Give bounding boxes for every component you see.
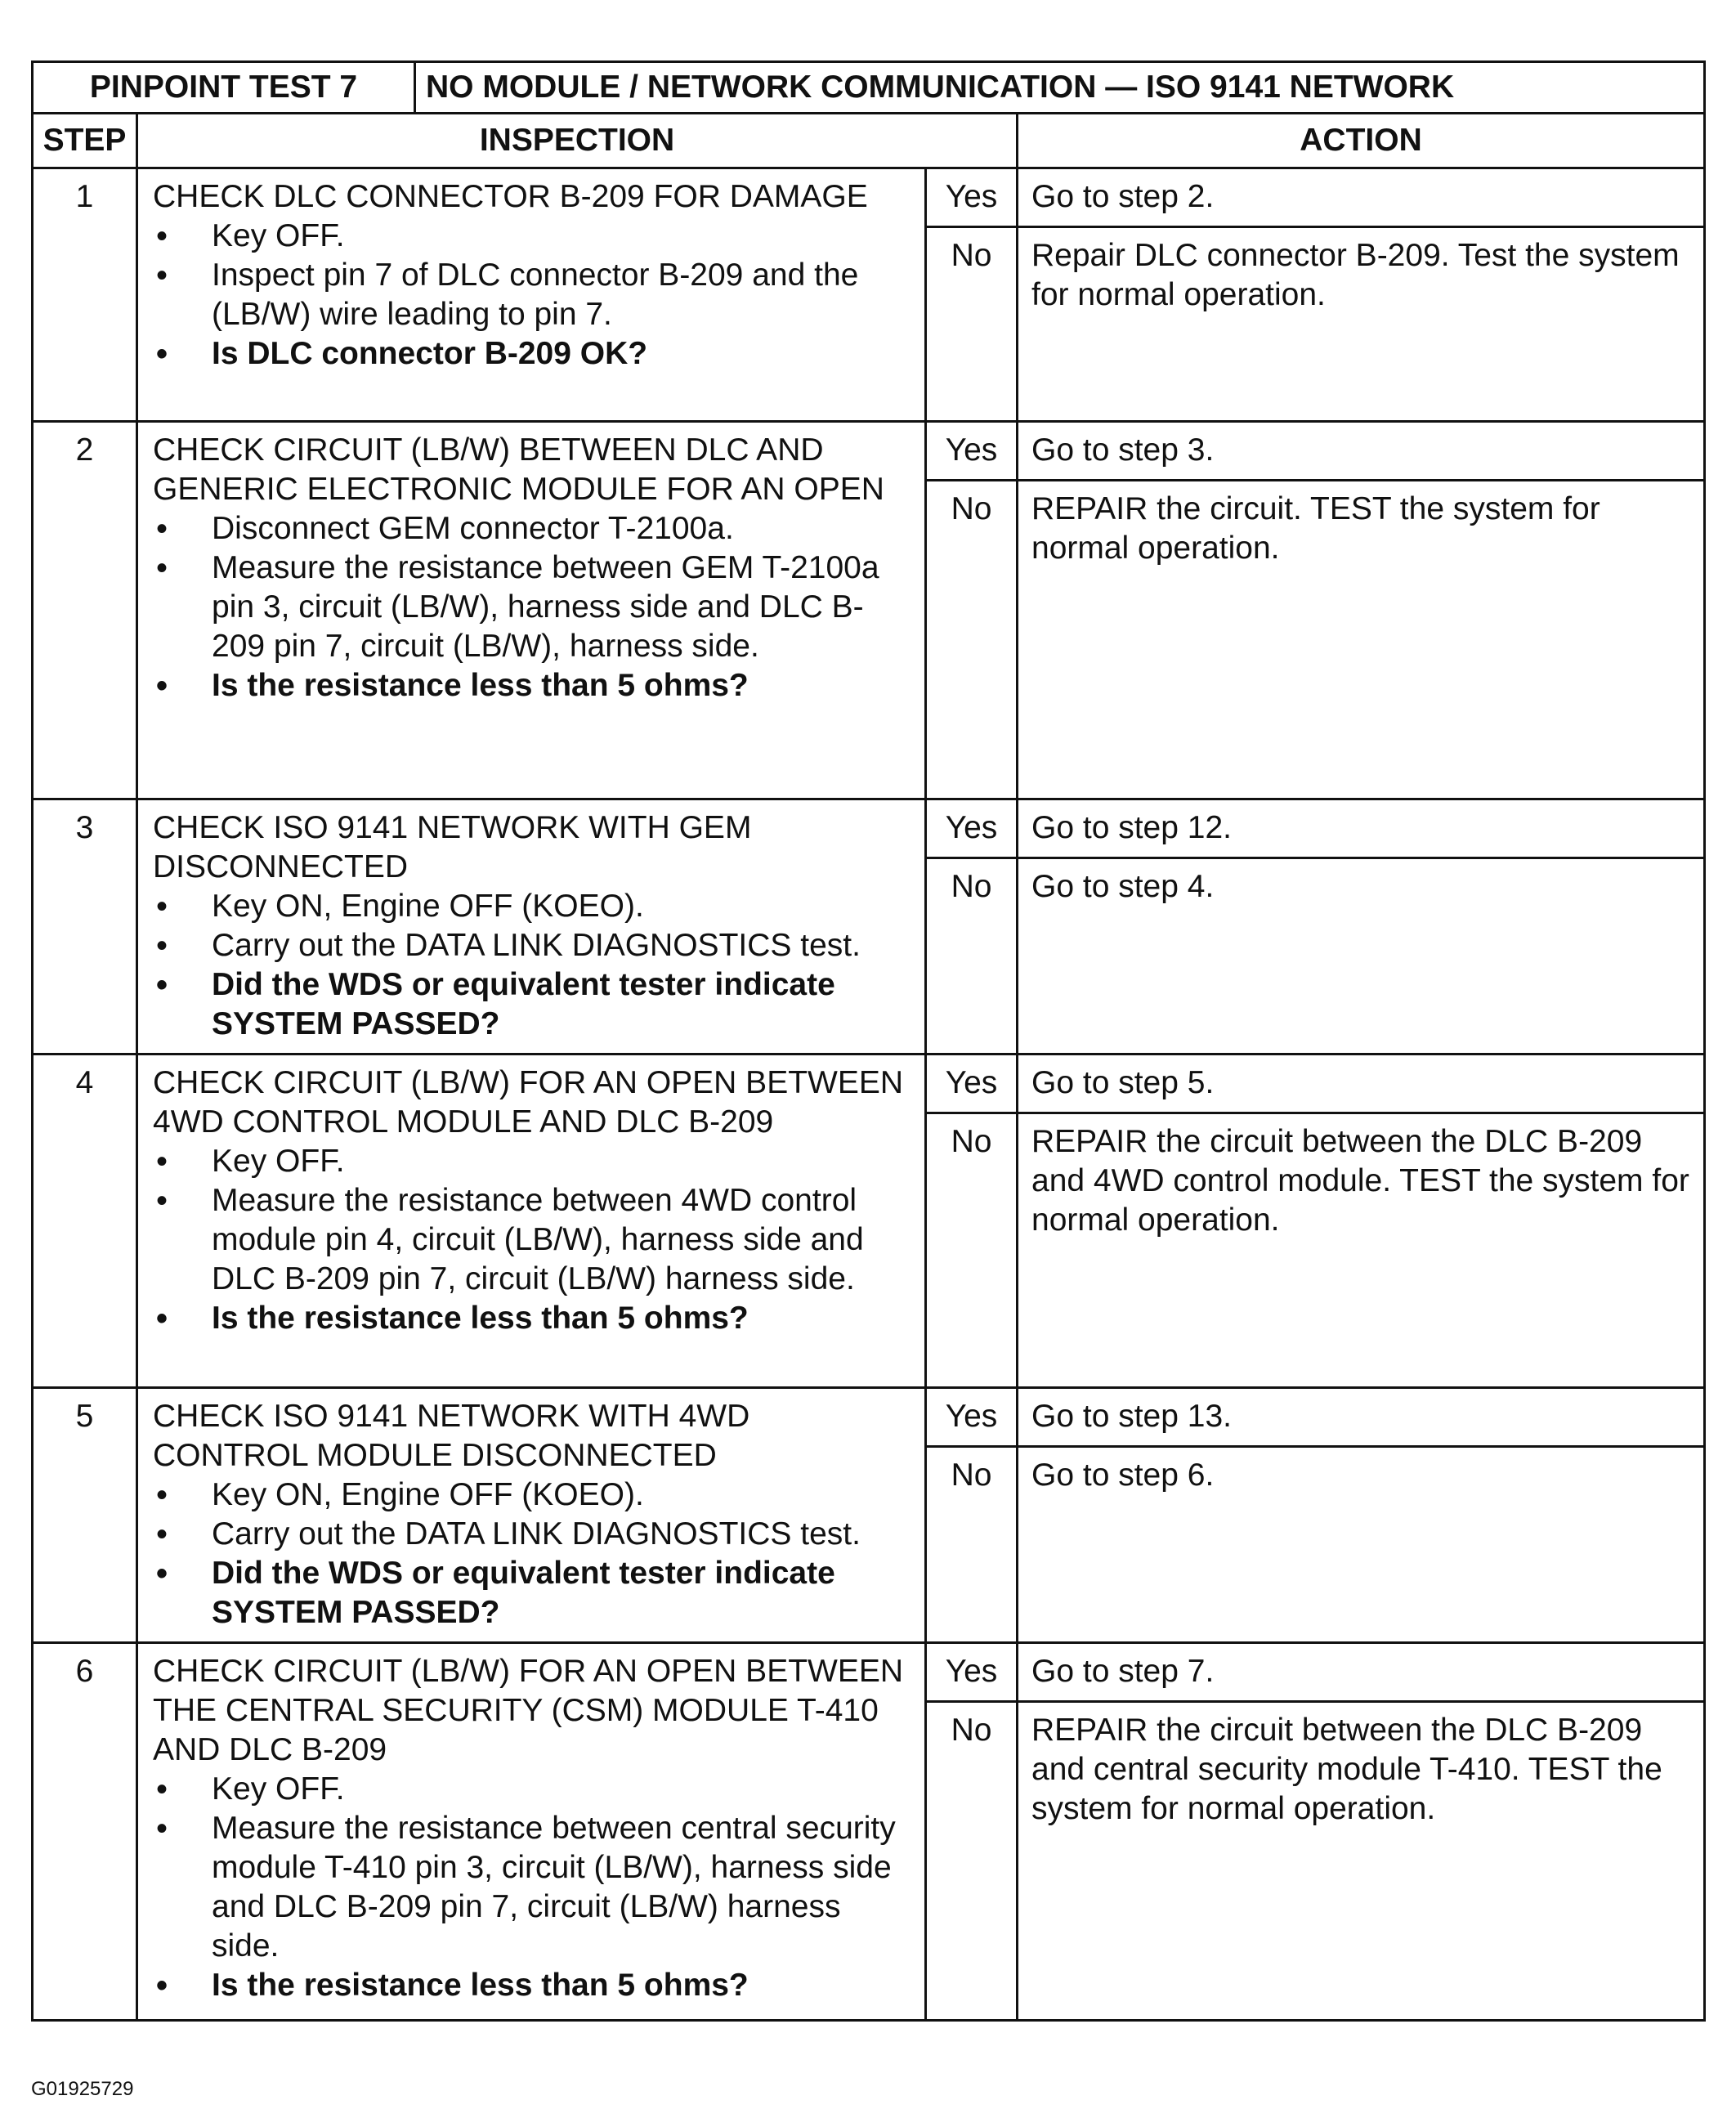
column-header-action: ACTION xyxy=(1018,114,1705,168)
step-row xyxy=(33,168,1705,227)
step-title: CHECK ISO 9141 NETWORK WITH 4WD CONTROL MODULE DISCONNECTED xyxy=(153,1399,750,1473)
pinpoint-test-table xyxy=(31,60,1706,2022)
step-bullet: • Carry out the DATA LINK DIAGNOSTICS test. xyxy=(153,1515,913,1554)
step-title: CHECK DLC CONNECTOR B-209 FOR DAMAGE xyxy=(153,179,868,214)
step-bullet: • Measure the resistance between 4WD control module pin 4, circuit (LB/W), harness side and DLC B-209 pin 7, circuit (LB/W) harness side. xyxy=(153,1181,913,1299)
inspection-cell xyxy=(137,1643,926,2021)
step-row xyxy=(33,1643,1705,1702)
no-action: REPAIR the circuit between the DLC B-209 and central security module T-410. TEST the system for normal operation. xyxy=(1018,1702,1705,2021)
step-row xyxy=(33,799,1705,858)
step-bullets xyxy=(153,509,913,705)
step-bullet: • Key OFF. xyxy=(153,217,913,256)
column-header-row xyxy=(33,114,1705,168)
step-bullets xyxy=(153,1770,913,2005)
yes-label: Yes xyxy=(926,1388,1018,1447)
no-label: No xyxy=(926,1113,1018,1388)
step-row xyxy=(33,1388,1705,1447)
no-label: No xyxy=(926,858,1018,1055)
step-title: CHECK CIRCUIT (LB/W) BETWEEN DLC AND GENERIC ELECTRONIC MODULE FOR AN OPEN xyxy=(153,432,884,507)
step-bullet: • Key ON, Engine OFF (KOEO). xyxy=(153,887,913,926)
no-label: No xyxy=(926,1447,1018,1643)
step-bullets xyxy=(153,1475,913,1632)
step-number: 1 xyxy=(33,168,137,422)
yes-label: Yes xyxy=(926,1055,1018,1113)
yes-label: Yes xyxy=(926,799,1018,858)
inspection-cell xyxy=(137,168,926,422)
step-number: 5 xyxy=(33,1388,137,1643)
yes-action: Go to step 3. xyxy=(1018,422,1705,481)
step-row xyxy=(33,422,1705,481)
step-bullet: • Key ON, Engine OFF (KOEO). xyxy=(153,1475,913,1515)
step-number: 2 xyxy=(33,422,137,799)
step-question: • Is the resistance less than 5 ohms? xyxy=(153,1966,913,2005)
yes-action: Go to step 2. xyxy=(1018,168,1705,227)
step-bullet: • Measure the resistance between GEM T-2100a pin 3, circuit (LB/W), harness side and DLC B-209 pin 7, circuit (LB/W), harness side. xyxy=(153,549,913,666)
step-row xyxy=(33,1055,1705,1113)
no-label: No xyxy=(926,1702,1018,2021)
step-question: • Did the WDS or equivalent tester indicate SYSTEM PASSED? xyxy=(153,1554,913,1632)
step-title: CHECK CIRCUIT (LB/W) FOR AN OPEN BETWEEN THE CENTRAL SECURITY (CSM) MODULE T-410 AND DLC B-209 xyxy=(153,1654,904,1767)
no-action: Go to step 6. xyxy=(1018,1447,1705,1643)
inspection-cell xyxy=(137,1055,926,1388)
yes-action: Go to step 7. xyxy=(1018,1643,1705,1702)
inspection-cell xyxy=(137,1388,926,1643)
no-label: No xyxy=(926,227,1018,422)
step-question: • Is DLC connector B-209 OK? xyxy=(153,334,913,374)
step-number: 3 xyxy=(33,799,137,1055)
column-header-step: STEP xyxy=(33,114,137,168)
step-number: 6 xyxy=(33,1643,137,2021)
step-bullet: • Inspect pin 7 of DLC connector B-209 and the (LB/W) wire leading to pin 7. xyxy=(153,256,913,334)
yes-action: Go to step 12. xyxy=(1018,799,1705,858)
step-number: 4 xyxy=(33,1055,137,1388)
column-header-inspection: INSPECTION xyxy=(137,114,1018,168)
figure-id: G01925729 xyxy=(31,2078,134,2100)
step-question: • Did the WDS or equivalent tester indicate SYSTEM PASSED? xyxy=(153,965,913,1044)
step-bullet: • Measure the resistance between central security module T-410 pin 3, circuit (LB/W), harness side and DLC B-209 pin 7, circuit (LB/W) harness side. xyxy=(153,1809,913,1966)
inspection-cell xyxy=(137,799,926,1055)
step-bullets xyxy=(153,1142,913,1338)
no-action: Go to step 4. xyxy=(1018,858,1705,1055)
step-bullet: • Disconnect GEM connector T-2100a. xyxy=(153,509,913,549)
no-label: No xyxy=(926,481,1018,799)
step-question: • Is the resistance less than 5 ohms? xyxy=(153,666,913,705)
yes-action: Go to step 13. xyxy=(1018,1388,1705,1447)
yes-label: Yes xyxy=(926,1643,1018,1702)
step-question: • Is the resistance less than 5 ohms? xyxy=(153,1299,913,1338)
test-label: PINPOINT TEST 7 xyxy=(33,62,415,114)
step-bullet: • Key OFF. xyxy=(153,1770,913,1809)
step-bullet: • Carry out the DATA LINK DIAGNOSTICS test. xyxy=(153,926,913,965)
no-action: REPAIR the circuit. TEST the system for normal operation. xyxy=(1018,481,1705,799)
no-action: Repair DLC connector B-209. Test the system for normal operation. xyxy=(1018,227,1705,422)
yes-label: Yes xyxy=(926,422,1018,481)
step-title: CHECK ISO 9141 NETWORK WITH GEM DISCONNECTED xyxy=(153,810,752,884)
test-title: NO MODULE / NETWORK COMMUNICATION — ISO 9141 NETWORK xyxy=(415,62,1705,114)
no-action: REPAIR the circuit between the DLC B-209 and 4WD control module. TEST the system for normal operation. xyxy=(1018,1113,1705,1388)
step-bullets xyxy=(153,217,913,374)
step-bullets xyxy=(153,887,913,1044)
title-row xyxy=(33,62,1705,114)
yes-label: Yes xyxy=(926,168,1018,227)
inspection-cell xyxy=(137,422,926,799)
yes-action: Go to step 5. xyxy=(1018,1055,1705,1113)
step-title: CHECK CIRCUIT (LB/W) FOR AN OPEN BETWEEN 4WD CONTROL MODULE AND DLC B-209 xyxy=(153,1065,904,1140)
step-bullet: • Key OFF. xyxy=(153,1142,913,1181)
